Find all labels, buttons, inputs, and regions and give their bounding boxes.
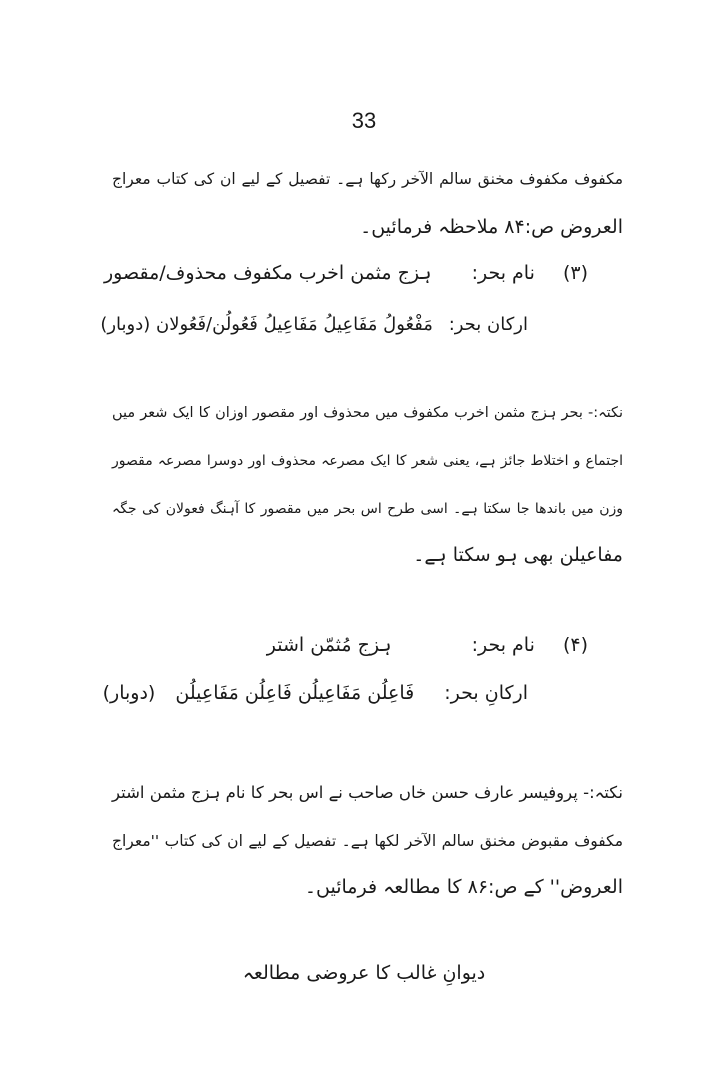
section-4-name-row — [267, 630, 588, 660]
bahr-name-label: نام بحر: — [471, 262, 535, 284]
arkan-value: مَفْعُولُ مَفَاعِیلُ مَفَاعِیلُ فَعُولُن/فَعُولان (دوبار) — [100, 314, 433, 335]
page-number: 33 — [351, 108, 377, 133]
arkan-label: ارکانِ بحر: — [444, 682, 528, 704]
note-line: مفاعیلن بھی ہو سکتا ہے۔ — [413, 544, 623, 566]
note-line: وزن میں باندھا جا سکتا ہے۔ اسی طرح اس بحر میں مقصور کا آہنگ فعولان کی جگہ — [112, 501, 623, 517]
note-line: نکتہ:- بحر ہزج مثمن اخرب مکفوف میں محذوف اور مقصور اوزان کا ایک شعر میں — [112, 405, 623, 421]
repeat-marker: (دوبار) — [102, 682, 156, 704]
section-number: (۳) — [562, 262, 588, 284]
note-line: مکفوف مقبوض مخنق سالم الآخر لکھا ہے۔ تفصیل کے لیے ان کی کتاب ''معراج — [112, 832, 623, 850]
note-line: العروض'' کے ص:۸۶ کا مطالعہ فرمائیں۔ — [304, 876, 623, 898]
note-line: اجتماع و اختلاط جائز ہے، یعنی شعر کا ایک مصرعہ محذوف اور دوسرا مصرعہ مقصور — [112, 453, 623, 469]
running-footer: دیوانِ غالب کا عروضی مطالعہ — [242, 962, 486, 984]
section-3-name-row — [104, 258, 588, 288]
section-number: (۴) — [562, 634, 588, 656]
section-4-arkan-row — [103, 678, 528, 708]
arkan-label: ارکان بحر: — [448, 314, 528, 335]
paragraph-line: مکفوف مکفوف مخنق سالم الآخر رکھا ہے۔ تفصیل کے لیے ان کی کتاب معراج — [112, 170, 623, 188]
bahr-name-label: نام بحر: — [471, 634, 535, 656]
bahr-name-value: ہزج مثمن اخرب مکفوف محذوف/مقصور — [103, 262, 432, 284]
paragraph-line: العروض ص:۸۴ ملاحظہ فرمائیں۔ — [360, 216, 623, 238]
note-line: نکتہ:- پروفیسر عارف حسن خاں صاحب نے اس بحر کا نام ہزج مثمن اشتر — [112, 783, 623, 802]
bahr-name-value: ہزج مُثمّن اشتر — [266, 634, 392, 656]
arkan-value: فَاعِلُن مَفَاعِیلُن فَاعِلُن مَفَاعِیلُن — [175, 682, 415, 704]
section-3-arkan-row — [100, 310, 528, 340]
